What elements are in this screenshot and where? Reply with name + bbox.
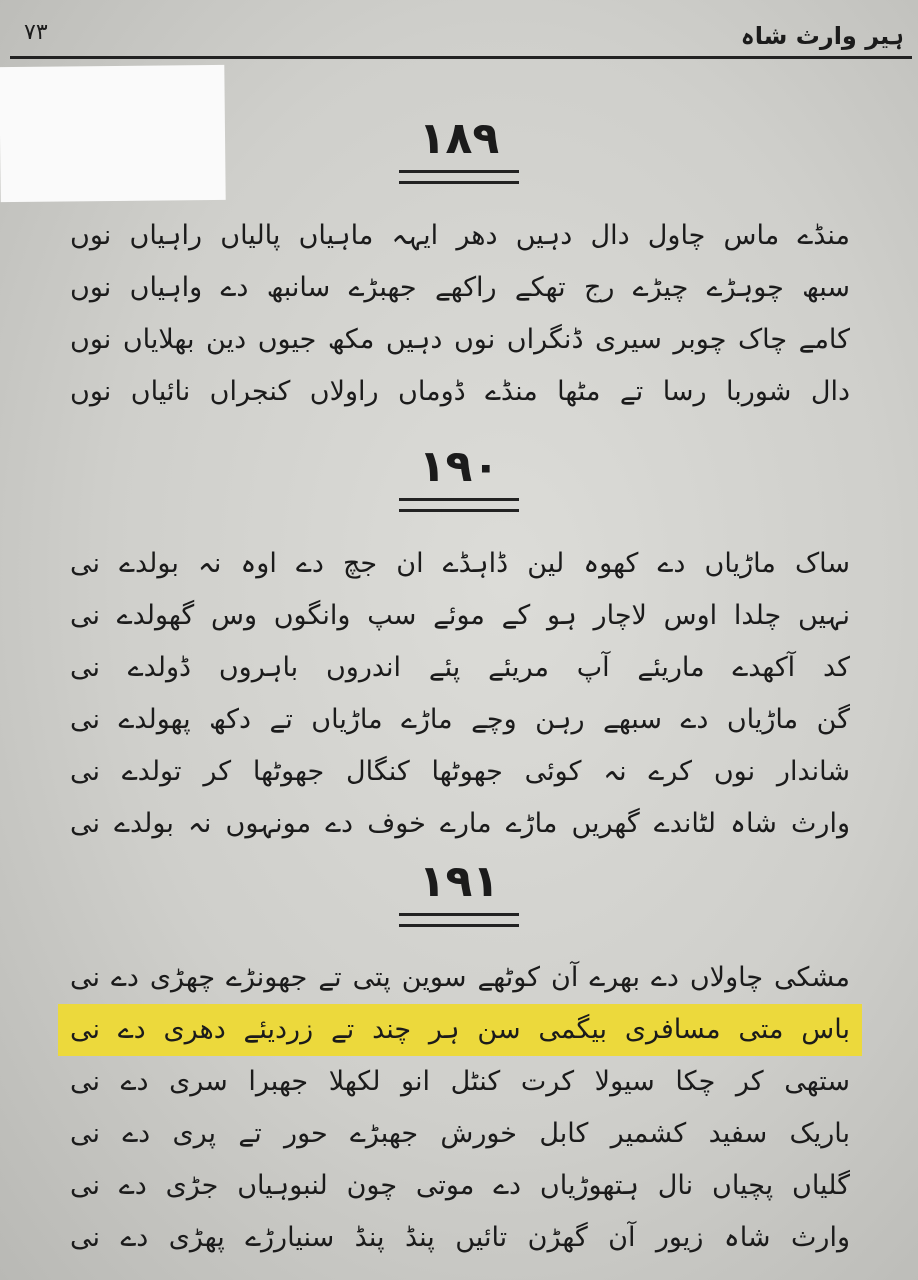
verse-line: دال شوربا رسا تے مٹھا منڈے ڈوماں راولاں کنجراں نائیاں نوں bbox=[70, 376, 850, 407]
verse-line: کامے چاک چوبر سیری ڈنگراں نوں دہیں مکھ جیوں دین بھلایاں نوں bbox=[70, 324, 850, 355]
verse-line: شاندار نوں کرے نہ کوئی جھوٹھا کنگال جھوٹھا کر تولدے نی bbox=[70, 756, 850, 787]
stanza-number: ١٨٩ bbox=[418, 113, 500, 164]
verse-line: گلیاں پچیاں نال ہتھوڑیاں دے موتی چون لنبوہیاں جڑی دے نی bbox=[70, 1170, 850, 1201]
header-rule bbox=[10, 56, 912, 59]
highlighted-verse-line: باس متی مسافری بیگمی سن ہر چند تے زردیئے دھری دے نی bbox=[58, 1004, 862, 1056]
stanza-number: ١٩٠ bbox=[418, 441, 500, 492]
verse-line: وارث شاہ لٹاندے گھریں ماڑے مارے خوف دے مونہوں نہ بولدے نی bbox=[70, 808, 850, 839]
stanza-number: ١٩١ bbox=[418, 856, 500, 907]
verse-line: گن ماڑیاں دے سبھے رہن وچے ماڑے ماڑیاں تے دکھ پھولدے نی bbox=[70, 704, 850, 735]
verse-line: سبھ چوہڑے چیڑے رج تھکے راکھے جھبڑے سانبھ دے واہیاں نوں bbox=[70, 272, 850, 303]
double-rule bbox=[399, 170, 519, 184]
verse-line: منڈے ماس چاول دال دہیں دھر ایہہ ماہیاں پالیاں راہیاں نوں bbox=[70, 220, 850, 251]
verse-line: ساک ماڑیاں دے کھوہ لین ڈاہڈے ان جچ دے اوہ نہ بولدے نی bbox=[70, 548, 850, 579]
book-title: ہیر وارث شاہ bbox=[740, 22, 904, 50]
verse-line: وارث شاہ زیور آن گھڑن تائیں پنڈ پنڈ سنیارڑے پھڑی دے نی bbox=[70, 1222, 850, 1253]
page-number: ۷۳ bbox=[24, 20, 48, 45]
double-rule bbox=[399, 913, 519, 927]
verse-line: مشکی چاولاں دے بھرے آن کوٹھے سوین پتی تے جھونڑے چھڑی دے نی bbox=[70, 962, 850, 993]
double-rule bbox=[399, 498, 519, 512]
verse-line: ستھی کر چکا سیولا کرت کنٹل انو لکھلا جھبرا سری دے نی bbox=[70, 1066, 850, 1097]
stanza-189 bbox=[70, 210, 850, 418]
page-header bbox=[0, 0, 918, 64]
verse-line: باریک سفید کشمیر کابل خورش جھبڑے حور تے پری دے نی bbox=[70, 1118, 850, 1149]
verse-line: نہیں چلدا اوس لاچار ہو کے موئے سپ وانگوں وس گھولدے نی bbox=[70, 600, 850, 631]
verse-line: کد آکھدے ماریئے آپ مریئے پئے اندروں باہروں ڈولدے نی bbox=[70, 652, 850, 683]
stanza-191 bbox=[70, 952, 850, 1264]
stanza-190 bbox=[70, 538, 850, 850]
stanza-heading-189 bbox=[0, 112, 918, 184]
stanza-heading-190 bbox=[0, 440, 918, 512]
stanza-heading-191 bbox=[0, 855, 918, 927]
